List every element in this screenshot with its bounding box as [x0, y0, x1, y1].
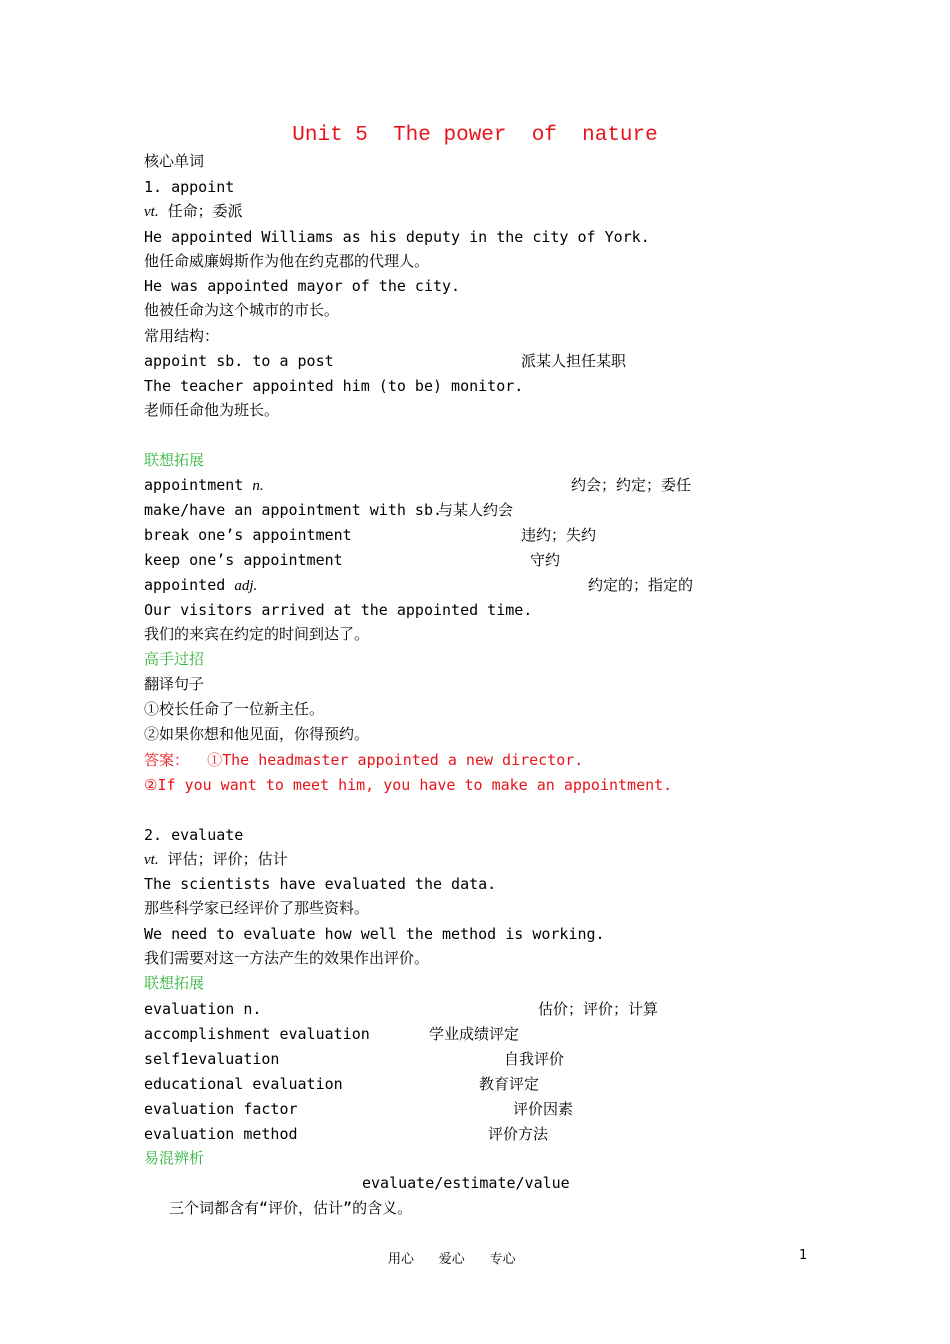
- answer-label: 答案：: [144, 751, 190, 769]
- word-2-headword: 2. evaluate: [144, 826, 244, 844]
- confusable-note: 三个词都含有“评价，估计”的含义。: [169, 1199, 413, 1217]
- assoc-term-en: keep one’s appointment: [144, 551, 343, 569]
- page-title: Unit 5 The power of nature: [292, 124, 658, 147]
- section-heading-association: 联想拓展: [144, 974, 205, 992]
- assoc-term-zh: 约会；约定；委任: [571, 476, 692, 494]
- example-sentence-en: The scientists have evaluated the data.: [144, 875, 497, 893]
- assoc-term-zh: 违约；失约: [521, 526, 597, 544]
- example-sentence-zh: 老师任命他为班长。: [144, 401, 280, 419]
- assoc-term-zh: 与某人约会: [438, 501, 514, 519]
- assoc-term-zh: 自我评价: [504, 1050, 565, 1068]
- structure-en: appoint sb. to a post: [144, 352, 334, 370]
- confusable-words: evaluate/estimate/value: [362, 1174, 570, 1192]
- part-of-speech: n.: [252, 478, 264, 494]
- assoc-term-en: evaluation factor: [144, 1100, 298, 1118]
- assoc-term-en: appointment: [144, 476, 253, 494]
- assoc-term-en: make/have an appointment with sb.: [144, 501, 443, 519]
- part-of-speech: vt.: [144, 204, 159, 220]
- example-sentence-en: He appointed Williams as his deputy in the city of York.: [144, 228, 650, 246]
- page-number: 1: [799, 1248, 808, 1263]
- word-1-headword: 1. appoint: [144, 178, 235, 196]
- translate-label: 翻译句子: [144, 675, 205, 693]
- assoc-term-zh: 估价；评价；计算: [538, 1000, 659, 1018]
- example-sentence-zh: 我们的来宾在约定的时间到达了。: [144, 625, 370, 643]
- answer-2: ②If you want to meet him, you have to make an appointment.: [144, 776, 673, 794]
- example-sentence-zh: 他任命威廉姆斯作为他在约克郡的代理人。: [144, 252, 430, 270]
- example-sentence-zh: 那些科学家已经评价了那些资料。: [144, 899, 370, 917]
- word-2-definition: [144, 849, 288, 870]
- example-sentence-zh: 他被任命为这个城市的市长。: [144, 301, 340, 319]
- assoc-term-en: educational evaluation: [144, 1075, 343, 1093]
- assoc-term-zh: 约定的；指定的: [588, 576, 694, 594]
- part-of-speech: vt.: [144, 852, 159, 868]
- example-sentence-en: Our visitors arrived at the appointed time.: [144, 601, 533, 619]
- assoc-term-en: appointed: [144, 576, 235, 594]
- question-1: ①校长任命了一位新主任。: [144, 700, 325, 718]
- example-sentence-en: He was appointed mayor of the city.: [144, 277, 461, 295]
- assoc-term: [144, 475, 264, 496]
- question-2: ②如果你想和他见面，你得预约。: [144, 725, 370, 743]
- example-sentence-zh: 我们需要对这一方法产生的效果作出评价。: [144, 949, 430, 967]
- assoc-term-zh: 学业成绩评定: [429, 1025, 520, 1043]
- footer-motto: 用心 爱心 专心: [388, 1252, 516, 1267]
- section-heading-confusables: 易混辨析: [144, 1149, 205, 1167]
- answer-1: [144, 750, 583, 770]
- definition-text: 评估；评价；估计: [167, 850, 288, 868]
- assoc-term-zh: 守约: [530, 551, 561, 569]
- assoc-term-zh: 教育评定: [479, 1075, 540, 1093]
- assoc-term-zh: 评价方法: [488, 1125, 549, 1143]
- definition-text: 任命；委派: [167, 202, 243, 220]
- part-of-speech: adj.: [234, 578, 258, 594]
- structure-label: 常用结构：: [144, 327, 220, 345]
- section-heading-association: 联想拓展: [144, 451, 205, 469]
- section-heading-core-words: 核心单词: [144, 152, 205, 170]
- assoc-term: [144, 575, 257, 596]
- assoc-term-en: self1evaluation: [144, 1050, 280, 1068]
- example-sentence-en: The teacher appointed him (to be) monitor.: [144, 377, 524, 395]
- assoc-term-en: break one’s appointment: [144, 526, 352, 544]
- assoc-term-en: evaluation n.: [144, 1000, 262, 1018]
- section-heading-practice: 高手过招: [144, 650, 205, 668]
- assoc-term-zh: 评价因素: [513, 1100, 574, 1118]
- assoc-term-en: evaluation method: [144, 1125, 298, 1143]
- word-1-definition: [144, 201, 243, 222]
- example-sentence-en: We need to evaluate how well the method is working.: [144, 925, 605, 943]
- answer-1-text: ①The headmaster appointed a new director.: [207, 751, 584, 769]
- structure-zh: 派某人担任某职: [521, 352, 627, 370]
- assoc-term-en: accomplishment evaluation: [144, 1025, 370, 1043]
